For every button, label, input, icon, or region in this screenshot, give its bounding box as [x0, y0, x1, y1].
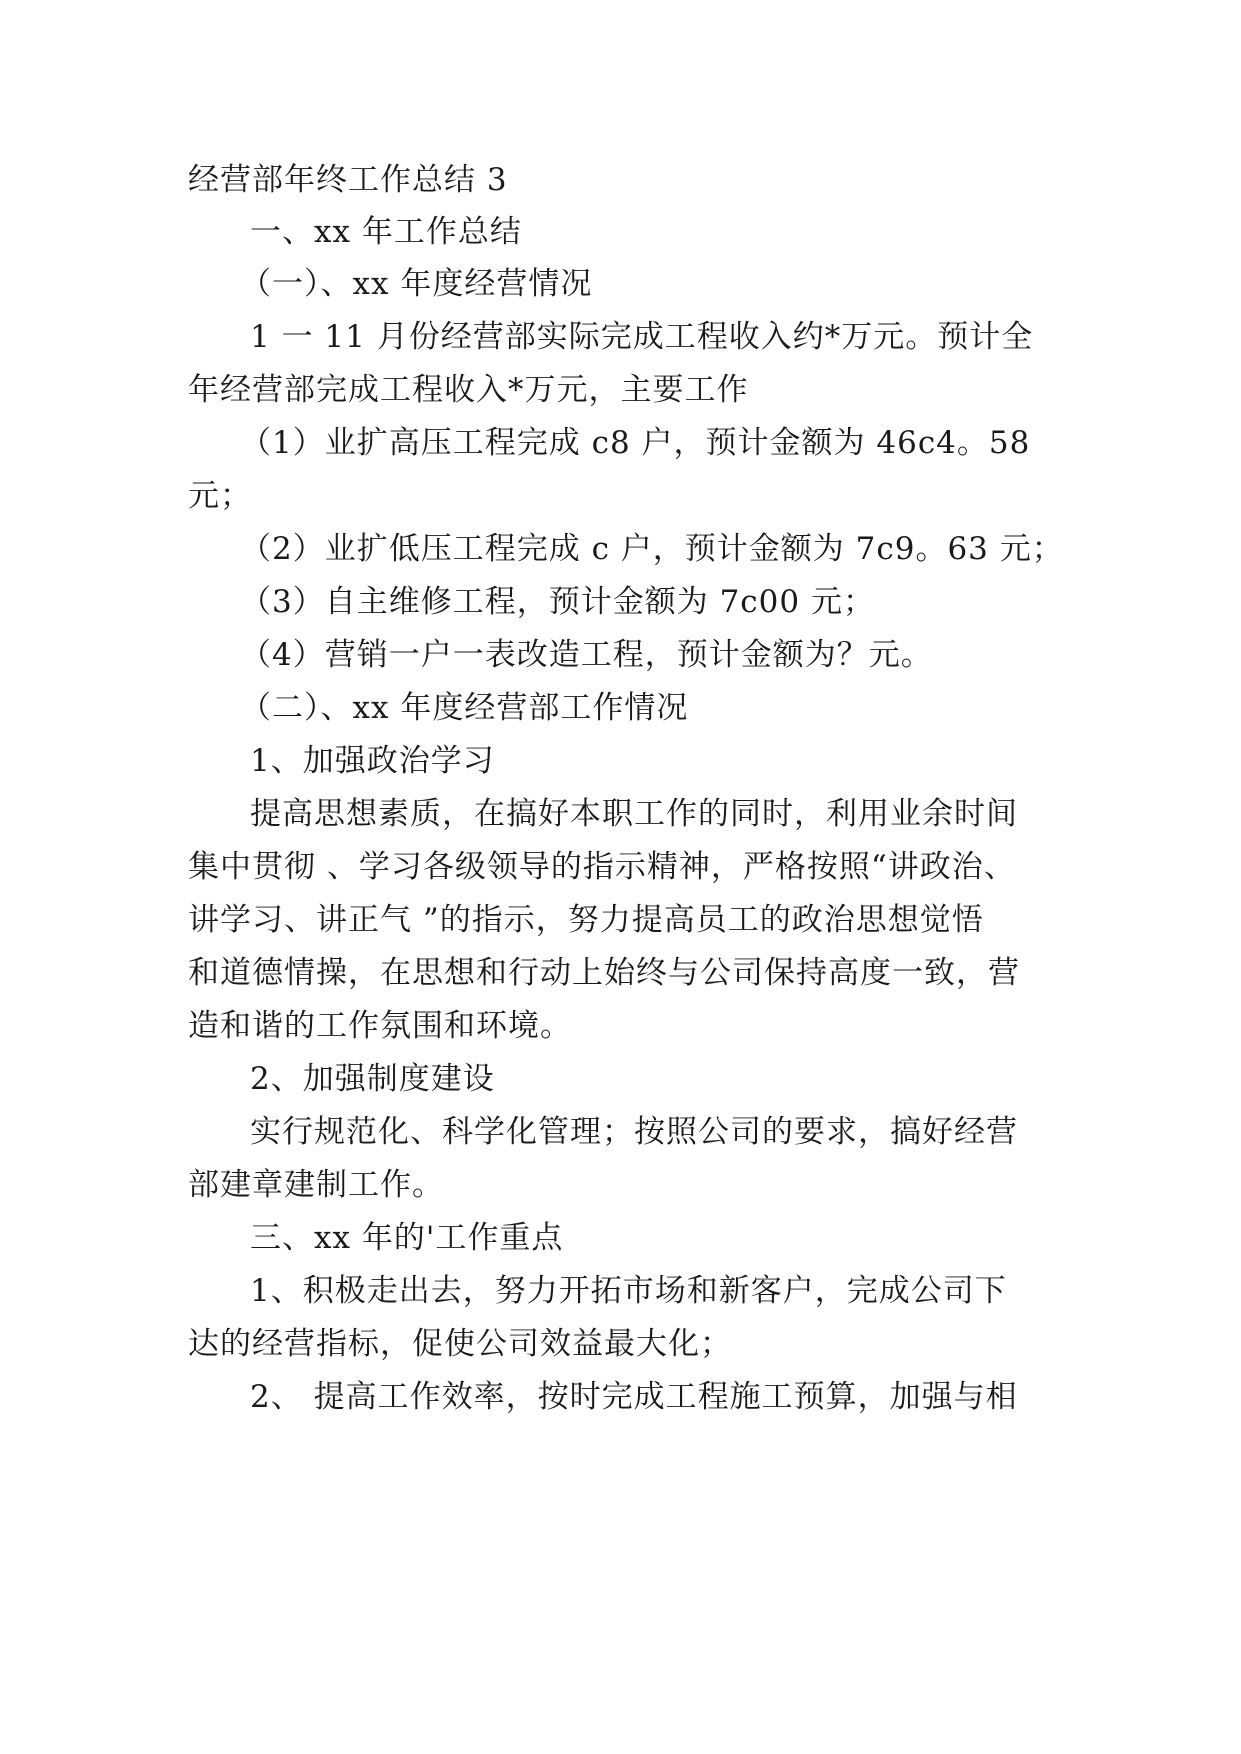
list-item-2: （2）业扩低压工程完成 c 户，预计金额为 7c9。63 元；: [240, 531, 1064, 567]
item-heading-1: 1、加强政治学习: [250, 743, 495, 779]
list-item-1-cont: 元；: [188, 478, 252, 514]
paragraph-line: 造和谐的工作氛围和环境。: [188, 1008, 572, 1044]
paragraph-line: 达的经营指标，促使公司效益最大化；: [188, 1326, 732, 1362]
paragraph-line: 和道德情操，在思想和行动上始终与公司保持高度一致，营: [188, 955, 1020, 991]
paragraph-line: 年经营部完成工程收入*万元，主要工作: [188, 372, 749, 408]
paragraph-line: 1、积极走出去，努力开拓市场和新客户，完成公司下: [250, 1273, 1007, 1309]
list-item-1: （1）业扩高压工程完成 c8 户，预计金额为 46c4。58: [240, 425, 1031, 461]
paragraph-line: 讲学习、讲正气 ”的指示，努力提高员工的政治思想觉悟: [188, 902, 984, 938]
section-heading-3: 三、xx 年的'工作重点: [250, 1220, 564, 1256]
paragraph-line: 提高思想素质，在搞好本职工作的同时，利用业余时间: [250, 796, 1018, 832]
paragraph-line: 集中贯彻 、学习各级领导的指示精神，严格按照“讲政治、: [188, 849, 1016, 885]
paragraph-line: 部建章建制工作。: [188, 1167, 444, 1203]
list-item-4: （4）营销一户一表改造工程，预计金额为？元。: [240, 637, 933, 673]
subsection-heading-2: （二）、xx 年度经营部工作情况: [240, 690, 689, 726]
item-heading-2: 2、加强制度建设: [250, 1061, 495, 1097]
list-item-3: （3）自主维修工程，预计金额为 7c00 元；: [240, 584, 875, 620]
section-heading-1: 一、xx 年工作总结: [250, 214, 522, 250]
paragraph-line: 实行规范化、科学化管理；按照公司的要求，搞好经营: [250, 1114, 1018, 1150]
paragraph-line: 2、 提高工作效率，按时完成工程施工预算，加强与相: [250, 1379, 1018, 1415]
subsection-heading-1: （一）、xx 年度经营情况: [240, 266, 593, 302]
paragraph-line: 1 一 11 月份经营部实际完成工程收入约*万元。预计全: [250, 319, 1034, 355]
document-title: 经营部年终工作总结 3: [188, 162, 508, 198]
